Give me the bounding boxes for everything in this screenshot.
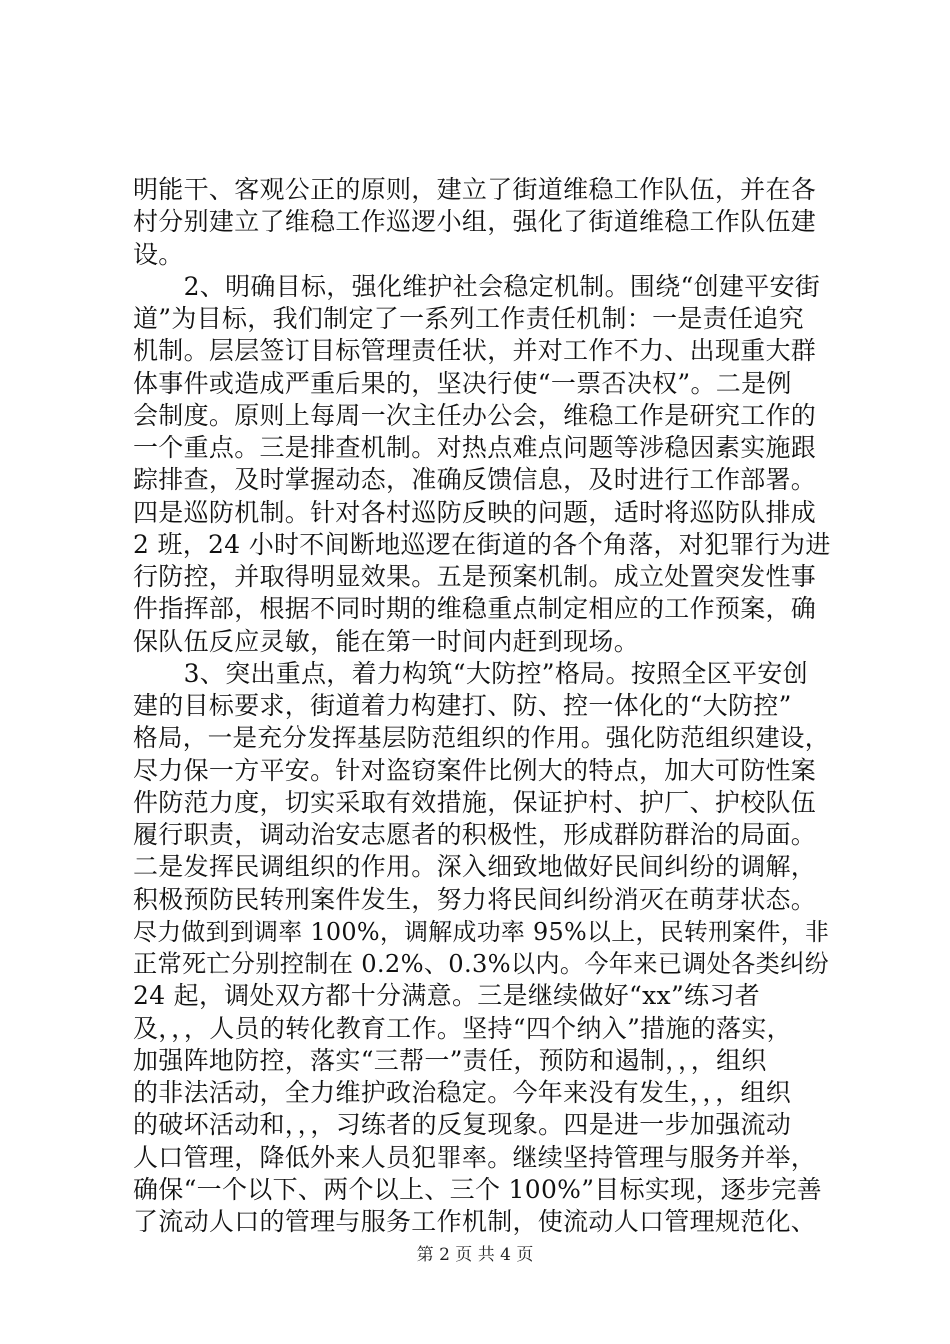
text-line: 尽力保一方平安。针对盗窃案件比例大的特点，加大可防性案	[133, 755, 817, 785]
text-line: 道”为目标，我们制定了一系列工作责任机制：一是责任追究	[133, 304, 804, 333]
text-line: 四是巡防机制。针对各村巡防反映的问题，适时将巡防队排成	[133, 497, 817, 527]
text-line: 的非法活动，全力维护政治稳定。今年来没有发生，，，组织	[133, 1078, 792, 1107]
text-line: 行防控，并取得明显效果。五是预案机制。成立处置突发性事	[133, 562, 817, 591]
text-line: 2 班，24 小时不间断地巡逻在街道的各个角落，对犯罪行为进	[133, 529, 831, 559]
text-line: 正常死亡分别控制在 0.2%、0.3%以内。今年来已调处各类纠纷	[133, 950, 830, 978]
body-text	[133, 174, 833, 1238]
text-line: 机制。层层签订目标管理责任状，并对工作不力、出现重大群	[133, 336, 817, 366]
text-line: 二是发挥民调组织的作用。深入细致地做好民间纠纷的调解，	[133, 852, 817, 882]
page-footer: 第 2 页 共 4 页	[416, 1245, 534, 1265]
text-line: 会制度。原则上每周一次主任办公会，维稳工作是研究工作的	[133, 400, 817, 430]
text-line: 一个重点。三是排查机制。对热点难点问题等涉稳因素实施跟	[133, 433, 817, 462]
text-line: 积极预防民转刑案件发生，努力将民间纠纷消灭在萌芽状态。	[133, 884, 817, 914]
text-line: 加强阵地防控，落实“三帮一”责任，预防和遏制，，，组织	[133, 1045, 767, 1075]
text-line: 人口管理，降低外来人员犯罪率。继续坚持管理与服务并举，	[133, 1142, 817, 1172]
text-line: 件防范力度，切实采取有效措施，保证护村、护厂、护校队伍	[133, 787, 817, 817]
text-line: 踪排查，及时掌握动态，准确反馈信息，及时进行工作部署。	[133, 465, 817, 495]
text-line: 体事件或造成严重后果的，坚决行使“一票否决权”。二是例	[133, 368, 792, 398]
text-line: 件指挥部，根据不同时期的维稳重点制定相应的工作预案，确	[133, 594, 817, 624]
text-line: 了流动人口的管理与服务工作机制，使流动人口管理规范化、	[133, 1207, 817, 1236]
text-line: 设。	[133, 239, 184, 269]
text-line: 格局，一是充分发挥基层防范组织的作用。强化防范组织建设，	[133, 723, 830, 753]
text-line: 尽力做到到调率 100%，调解成功率 95%以上，民转刑案件，非	[133, 917, 830, 946]
text-line: 明能干、客观公正的原则，建立了街道维稳工作队伍，并在各	[133, 175, 817, 204]
text-line: 村分别建立了维稳工作巡逻小组，强化了街道维稳工作队伍建	[133, 207, 817, 237]
text-line: 及，，，人员的转化教育工作。坚持“四个纳入”措施的落实，	[133, 1013, 792, 1043]
text-line: 履行职责，调动治安志愿者的积极性，形成群防群治的局面。	[133, 820, 817, 849]
text-line: 24 起，调处双方都十分满意。三是继续做好“xx”练习者	[133, 981, 760, 1011]
text-line: 保队伍反应灵敏，能在第一时间内赶到现场。	[133, 626, 640, 656]
text-line: 2、明确目标，强化维护社会稳定机制。围绕“创建平安街	[133, 271, 821, 301]
text-line: 3、突出重点，着力构筑“大防控”格局。按照全区平安创	[133, 658, 808, 688]
text-line: 确保“一个以下、两个以上、三个 100%”目标实现，逐步完善	[133, 1174, 822, 1204]
text-line: 的破坏活动和，，，习练者的反复现象。四是进一步加强流动	[133, 1110, 792, 1140]
text-line: 建的目标要求，街道着力构建打、防、控一体化的“大防控”	[133, 691, 792, 720]
